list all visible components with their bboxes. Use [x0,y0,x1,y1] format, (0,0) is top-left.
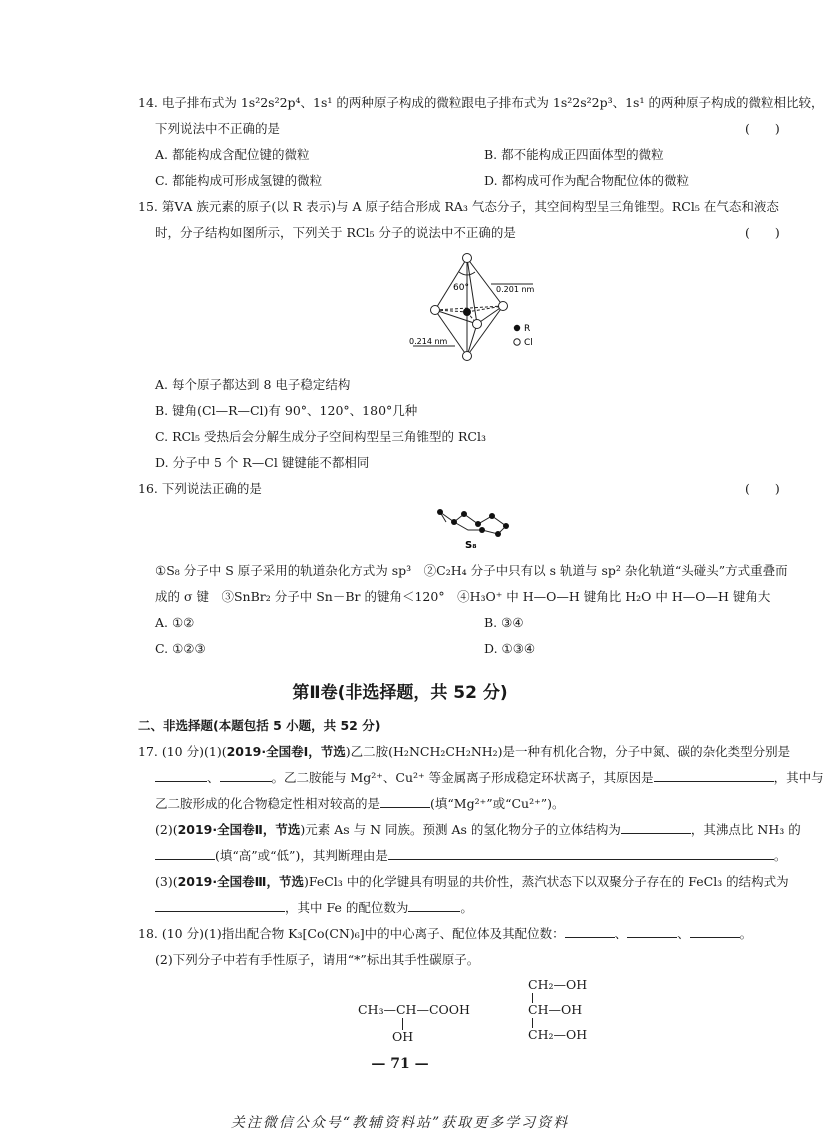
molecule1-oh: OH [392,1029,414,1044]
bond-angle-label: 60° [453,283,469,293]
q16-option-c: C. ①②③ [155,641,206,656]
legend-cl-dot [514,339,520,345]
q18-line2: (2)下列分子中若有手性原子，请用“*”标出其手性碳原子。 [155,952,480,967]
part2-title: 第Ⅱ卷(非选择题，共 52 分) [292,683,508,703]
cl-atom-top [463,254,472,263]
q15-option-c: C. RCl₅ 受热后会分解生成分子空间构型呈三角锥型的 RCl₃ [155,429,486,444]
q14-stem-line2: 下列说法中不正确的是 [155,121,281,136]
q15-option-b: B. 键角(Cl—R—Cl)有 90°、120°、180°几种 [155,403,418,418]
q16-text-line1: ①S₈ 分子中 S 原子采用的轨道杂化方式为 sp³ ②C₂H₄ 分子中只有以 s 轨道与 sp² 杂化轨道“头碰头”方式重叠而 [155,563,788,578]
q17-line3: 乙二胺形成的化合物稳定性相对较高的是 (填“Mg²⁺”或“Cu²⁺”)。 [155,796,565,811]
blank-stable-ion [380,795,430,808]
blank-n-hybrid [155,769,207,782]
molecule2-mid: CH—OH [528,1002,583,1017]
blank-ligand [627,925,677,938]
bond-length-lower: 0.214 nm [409,337,448,346]
blank-high-low [155,847,215,860]
molecule1-main: CH₃—CH—COOH [358,1002,470,1017]
q15-stem-line2: 时，分子结构如图所示，下列关于 RCl₅ 分子的说法中不正确的是 [155,225,516,240]
bond-length-upper: 0.201 nm [496,285,535,294]
molecule2-top: CH₂—OH [528,977,588,992]
page-number: — 71 — [371,1056,429,1072]
legend-cl-label: Cl [524,338,533,348]
q17-line1: 17. (10 分)(1)(2019·全国卷Ⅰ，节选)乙二胺(H₂NCH₂CH₂NH₂)是一种有机化合物，分子中氮、碳的杂化类型分别是 [138,744,791,759]
q14-answer-paren: ( ) [745,121,780,136]
q17-line2: 、 。乙二胺能与 Mg²⁺、Cu²⁺ 等金属离子形成稳定环状离子，其原因是 ，其中与 [155,769,824,787]
q16-option-a: A. ①② [155,615,195,630]
q16-stem: 16. 下列说法正确的是 [138,481,262,496]
q18-line1: 18. (10 分)(1)指出配合物 K₃[Co(CN)₆]中的中心离子、配位体及其配位数： 、 、 。 [138,926,753,941]
q17-line6: (3)(2019·全国卷Ⅲ，节选)FeCl₃ 中的化学键具有明显的共价性，蒸汽状态下以双聚分子存在的 FeCl₃ 的结构式为 [155,874,789,889]
q16-option-d: D. ①③④ [484,641,536,656]
q15-option-d: D. 分子中 5 个 R—Cl 键键能不都相同 [155,455,370,470]
q17-line4: (2)(2019·全国卷Ⅱ，节选)元素 As 与 N 同族。预测 As 的氢化物分子的立体结构为 ，其沸点比 NH₃ 的 [155,822,801,837]
r-atom-center [463,308,471,316]
q14-stem-line1: 14. 电子排布式为 1s²2s²2p⁴、1s¹ 的两种原子构成的微粒跟电子排布式为 1s²2s²2p³、1s¹ 的两种原子构成的微粒相比较， [138,95,824,110]
blank-center-ion [565,925,615,938]
s8-label: S₈ [465,540,477,551]
blank-coord-number [408,899,460,912]
s8-crown-figure [430,500,520,552]
section2-heading: 二、非选择题(本题包括 5 小题，共 52 分) [138,718,381,733]
rcl5-structure-figure [395,248,555,368]
q14-option-a: A. 都能构成含配位键的微粒 [155,147,310,162]
cl-atom-bottom [463,352,472,361]
q17-line7: ，其中 Fe 的配位数为 。 [155,899,473,917]
legend-r-label: R [524,324,531,334]
q15-option-a: A. 每个原子都达到 8 电子稳定结构 [155,377,351,392]
q16-text-line2: 成的 σ 键 ③SnBr₂ 分子中 Sn－Br 的键角＜120° ④H₃O⁺ 中 H—O—H 键角比 H₂O 中 H—O—H 键角大 [155,589,771,604]
blank-coord-num [690,925,740,938]
q14-option-b: B. 都不能构成正四面体型的微粒 [484,147,664,162]
molecule2-bottom: CH₂—OH [528,1027,588,1042]
footer-note: 关注微信公众号“教辅资料站”获取更多学习资料 [230,1115,570,1131]
cl-atom-left [431,306,440,315]
q14-option-d: D. 都构成可作为配合物配位体的微粒 [484,173,690,188]
cl-atom-front [473,320,482,329]
q16-option-b: B. ③④ [484,615,524,630]
blank-structure [155,899,285,912]
q15-answer-paren: ( ) [745,225,780,240]
blank-c-hybrid [220,769,272,782]
blank-shape [621,821,691,834]
q16-answer-paren: ( ) [745,481,780,496]
blank-judgement [388,847,774,860]
q15-stem-line1: 15. 第ⅤA 族元素的原子(以 R 表示)与 A 原子结合形成 RA₃ 气态分子，其空间构型呈三角锥型。RCl₅ 在气态和液态 [138,199,779,214]
q17-line5: (填“高”或“低”)，其判断理由是 。 [155,847,786,865]
blank-reason [654,769,774,782]
legend-r-dot [514,325,520,331]
cl-atom-right [499,302,508,311]
q14-option-c: C. 都能构成可形成氢键的微粒 [155,173,323,188]
